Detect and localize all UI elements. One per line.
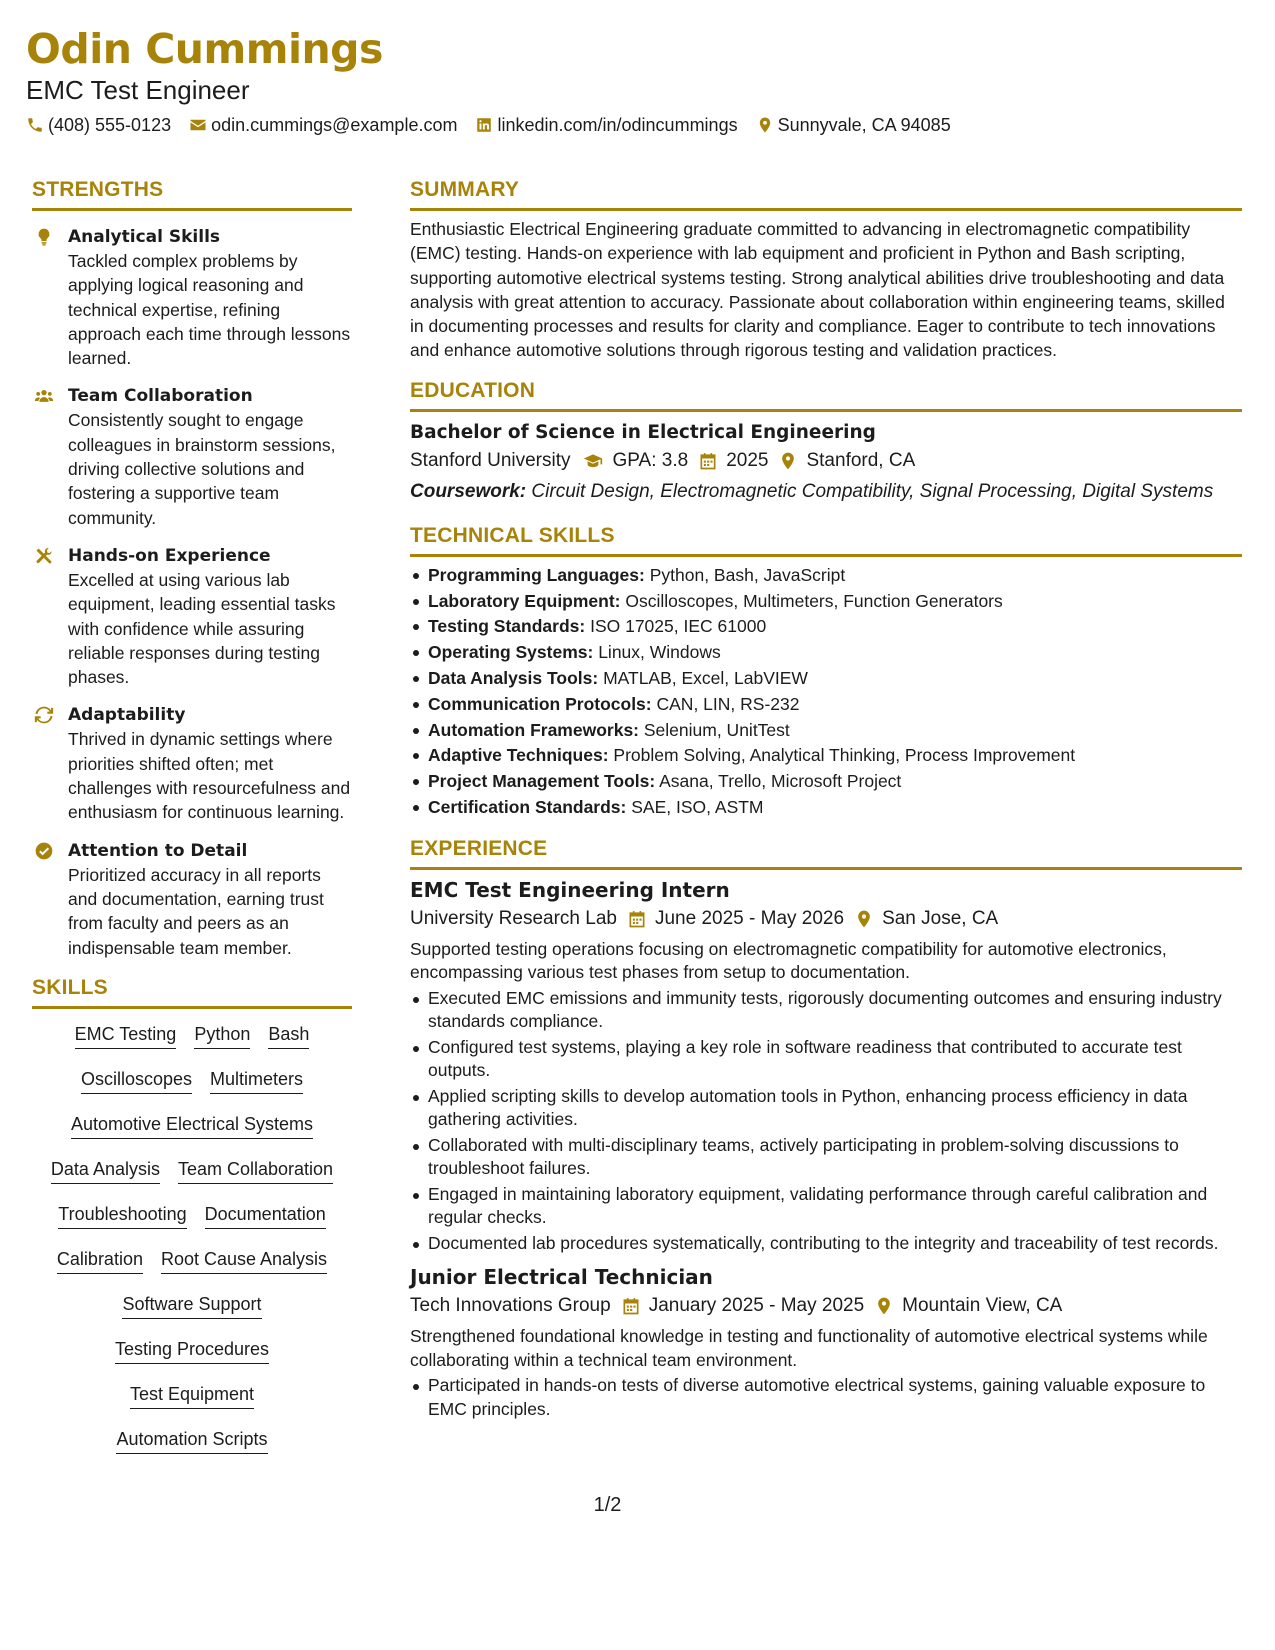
skill-label: Data Analysis Tools: [428,667,599,688]
list-item [410,640,1242,666]
education-heading: EDUCATION [410,377,1242,412]
skill-value: CAN, LIN, RS-232 [656,693,800,714]
contact-email[interactable] [189,114,457,136]
location-text: Sunnyvale, CA 94085 [777,115,951,135]
degree-title: Bachelor of Science in Electrical Engineering [410,421,876,443]
skill-value: Problem Solving, Analytical Thinking, Process Improvement [613,745,1076,766]
contact-bar [26,114,1246,136]
lightbulb-icon [34,227,54,247]
job-description: Strengthened foundational knowledge in testing and functionality of automotive electrical systems while collaborating within a technical team environment. [410,1326,1208,1370]
list-item: Collaborated with multi-disciplinary teams, actively participating in problem-solving discussions to troubleshoot failures. [410,1134,1242,1181]
strengths-list [32,225,352,960]
skill-tag: Multimeters [210,1068,303,1094]
skill-tag: EMC Testing [75,1023,177,1049]
strength-description: Consistently sought to engage colleagues in brainstorm sessions, driving collective solutions and fostering a supportive team community. [68,410,336,528]
skill-tag: Testing Procedures [115,1338,269,1364]
resume-header [26,24,1246,136]
calendar-icon [627,909,647,929]
job-title: EMC Test Engineer [26,75,250,105]
skill-tag: Oscilloscopes [81,1068,192,1094]
list-item: Configured test systems, playing a key role in software readiness that contributed to accurate test outputs. [410,1036,1242,1083]
coursework-label: Coursework: [410,480,527,502]
skill-label: Testing Standards: [428,616,586,637]
email-text: odin.cummings@example.com [211,115,458,135]
list-item [410,743,1242,769]
map-marker-icon [778,451,798,471]
strength-title: Attention to Detail [68,840,248,861]
strength-description: Prioritized accuracy in all reports and documentation, earning trust from faculty and peers as an indispensable team member. [68,864,324,958]
skill-label: Certification Standards: [428,796,627,817]
experience-heading: EXPERIENCE [410,835,1242,870]
skill-tag: Documentation [205,1203,326,1229]
coursework [410,480,1242,504]
employer-name: Tech Innovations Group [410,1295,611,1317]
summary-heading: SUMMARY [410,176,1242,211]
skill-label: Programming Languages: [428,564,645,585]
list-item [410,614,1242,640]
job-bullets [410,1374,1242,1421]
skill-value: Asana, Trello, Microsoft Project [659,771,902,792]
skill-value: MATLAB, Excel, LabVIEW [603,667,808,688]
map-marker-icon [854,909,874,929]
strength-item [32,225,352,370]
skill-value: Selenium, UnitTest [643,719,790,740]
list-item [410,692,1242,718]
skill-label: Adaptive Techniques: [428,745,609,766]
skill-tag: Calibration [57,1248,143,1274]
summary-text: Enthusiastic Electrical Engineering graduate committed to advancing in electromagnetic compatibility (EMC) testing. Hands-on experience with lab equipment and proficient in Python and Bash scripting, supporting automotive electrical systems testing. Strong analytical abilities drive troubleshooting and data analysis with great attention to accuracy. Passionate about collaboration within engineering teams, skilled in documenting processes and results for clarity and compliance. Eager to contribute to tech innovations and enhance automotive solutions through rigorous testing and validation practices. [410,219,1225,361]
strength-description: Thrived in dynamic settings where priorities shifted often; met challenges with resourcefulness and enthusiasm for continuous learning. [68,729,351,823]
strength-title: Hands-on Experience [68,545,271,566]
list-item [410,666,1242,692]
job-entry [410,876,1242,1256]
gpa-text: GPA: 3.8 [612,449,689,471]
school-location: Stanford, CA [806,449,916,471]
skill-value: Python, Bash, JavaScript [649,564,846,585]
strength-title: Adaptability [68,705,186,726]
job-meta [410,904,1242,934]
technical-skills-heading: TECHNICAL SKILLS [410,522,1242,557]
strength-description: Tackled complex problems by applying logical reasoning and technical expertise, refining approach each time through lessons learned. [68,251,351,369]
contact-linkedin[interactable] [475,114,737,136]
skill-tag: Software Support [122,1293,261,1319]
job-description: Supported testing operations focusing on electromagnetic compatibility for automotive electronics, encompassing various test phases from setup to documentation. [410,938,1167,983]
list-item [410,563,1242,589]
job-dates: January 2025 - May 2025 [648,1295,865,1317]
strength-title: Analytical Skills [68,227,221,247]
job-bullets [410,987,1242,1256]
skill-label: Automation Frameworks: [428,719,639,740]
skill-tag: Automation Scripts [116,1428,267,1454]
job-meta [410,1291,1242,1321]
strength-description: Excelled at using various lab equipment, leading essential tasks with confidence while assuring reliable responses during testing phases. [68,569,336,688]
school-name: Stanford University [410,449,571,471]
users-icon [32,386,56,406]
list-item: Executed EMC emissions and immunity tests, rigorously documenting outcomes and ensuring industry standards compliance. [410,987,1242,1034]
list-item [410,795,1242,821]
skill-tag: Test Equipment [130,1383,254,1409]
contact-phone[interactable] [26,114,171,136]
skill-tag: Data Analysis [51,1158,160,1184]
skill-value: ISO 17025, IEC 61000 [590,616,767,637]
list-item: Applied scripting skills to develop automation tools in Python, enhancing process efficiency in data gathering activities. [410,1085,1242,1132]
list-item [410,718,1242,744]
phone-text: (408) 555-0123 [48,115,172,135]
skill-tag: Automotive Electrical Systems [71,1113,313,1139]
calendar-icon [621,1296,641,1316]
check-circle-icon [34,841,54,861]
strength-item [32,544,352,689]
employer-name: University Research Lab [410,907,617,929]
map-marker-icon [874,1296,894,1316]
skill-value: Oscilloscopes, Multimeters, Function Generators [625,590,1003,611]
phone-icon [26,116,44,134]
strength-item [32,703,352,824]
skill-tag: Bash [268,1023,309,1049]
skills-heading: SKILLS [32,974,352,1009]
contact-location [756,114,951,136]
coursework-list: Circuit Design, Electromagnetic Compatibility, Signal Processing, Digital Systems [531,480,1214,502]
map-marker-icon [756,116,774,134]
skill-value: SAE, ISO, ASTM [631,796,764,817]
skill-tag: Team Collaboration [178,1158,333,1184]
left-column [32,176,352,1473]
linkedin-icon [475,116,493,134]
education-meta [410,446,1242,476]
list-item [410,769,1242,795]
skill-tag: Troubleshooting [58,1203,186,1229]
list-item: Engaged in maintaining laboratory equipment, validating performance through careful calibration and regular checks. [410,1183,1242,1230]
strength-title: Team Collaboration [68,386,253,407]
job-entry [410,1263,1242,1421]
skill-label: Communication Protocols: [428,693,652,714]
job-position: Junior Electrical Technician [410,1265,713,1290]
skill-tag: Root Cause Analysis [161,1248,327,1274]
skill-tag: Python [194,1023,250,1049]
calendar-icon [698,451,718,471]
envelope-icon [189,116,207,134]
job-position: EMC Test Engineering Intern [410,877,730,902]
page-number: 1/2 [593,1494,622,1516]
right-column [410,176,1242,1421]
tools-icon [34,546,54,566]
strength-item [32,384,352,529]
skills-tag-cloud [32,1023,352,1473]
job-dates: June 2025 - May 2026 [654,907,845,929]
technical-skills-list [410,563,1242,821]
job-location: Mountain View, CA [902,1295,1063,1317]
strengths-heading: STRENGTHS [32,176,352,211]
graduation-cap-icon [581,451,605,471]
list-item [410,589,1242,615]
list-item: Participated in hands-on tests of diverse automotive electrical systems, gaining valuable exposure to EMC principles. [410,1374,1242,1421]
strength-item [32,839,352,960]
sync-icon [34,705,54,725]
skill-label: Operating Systems: [428,642,594,663]
candidate-name: Odin Cummings [26,25,383,73]
skill-label: Laboratory Equipment: [428,590,621,611]
list-item: Documented lab procedures systematically, contributing to the integrity and traceability of test records. [410,1232,1242,1256]
job-location: San Jose, CA [882,907,999,929]
linkedin-text: linkedin.com/in/odincummings [497,115,738,135]
skill-label: Project Management Tools: [428,771,656,792]
graduation-year: 2025 [726,449,769,471]
skill-value: Linux, Windows [598,642,721,663]
